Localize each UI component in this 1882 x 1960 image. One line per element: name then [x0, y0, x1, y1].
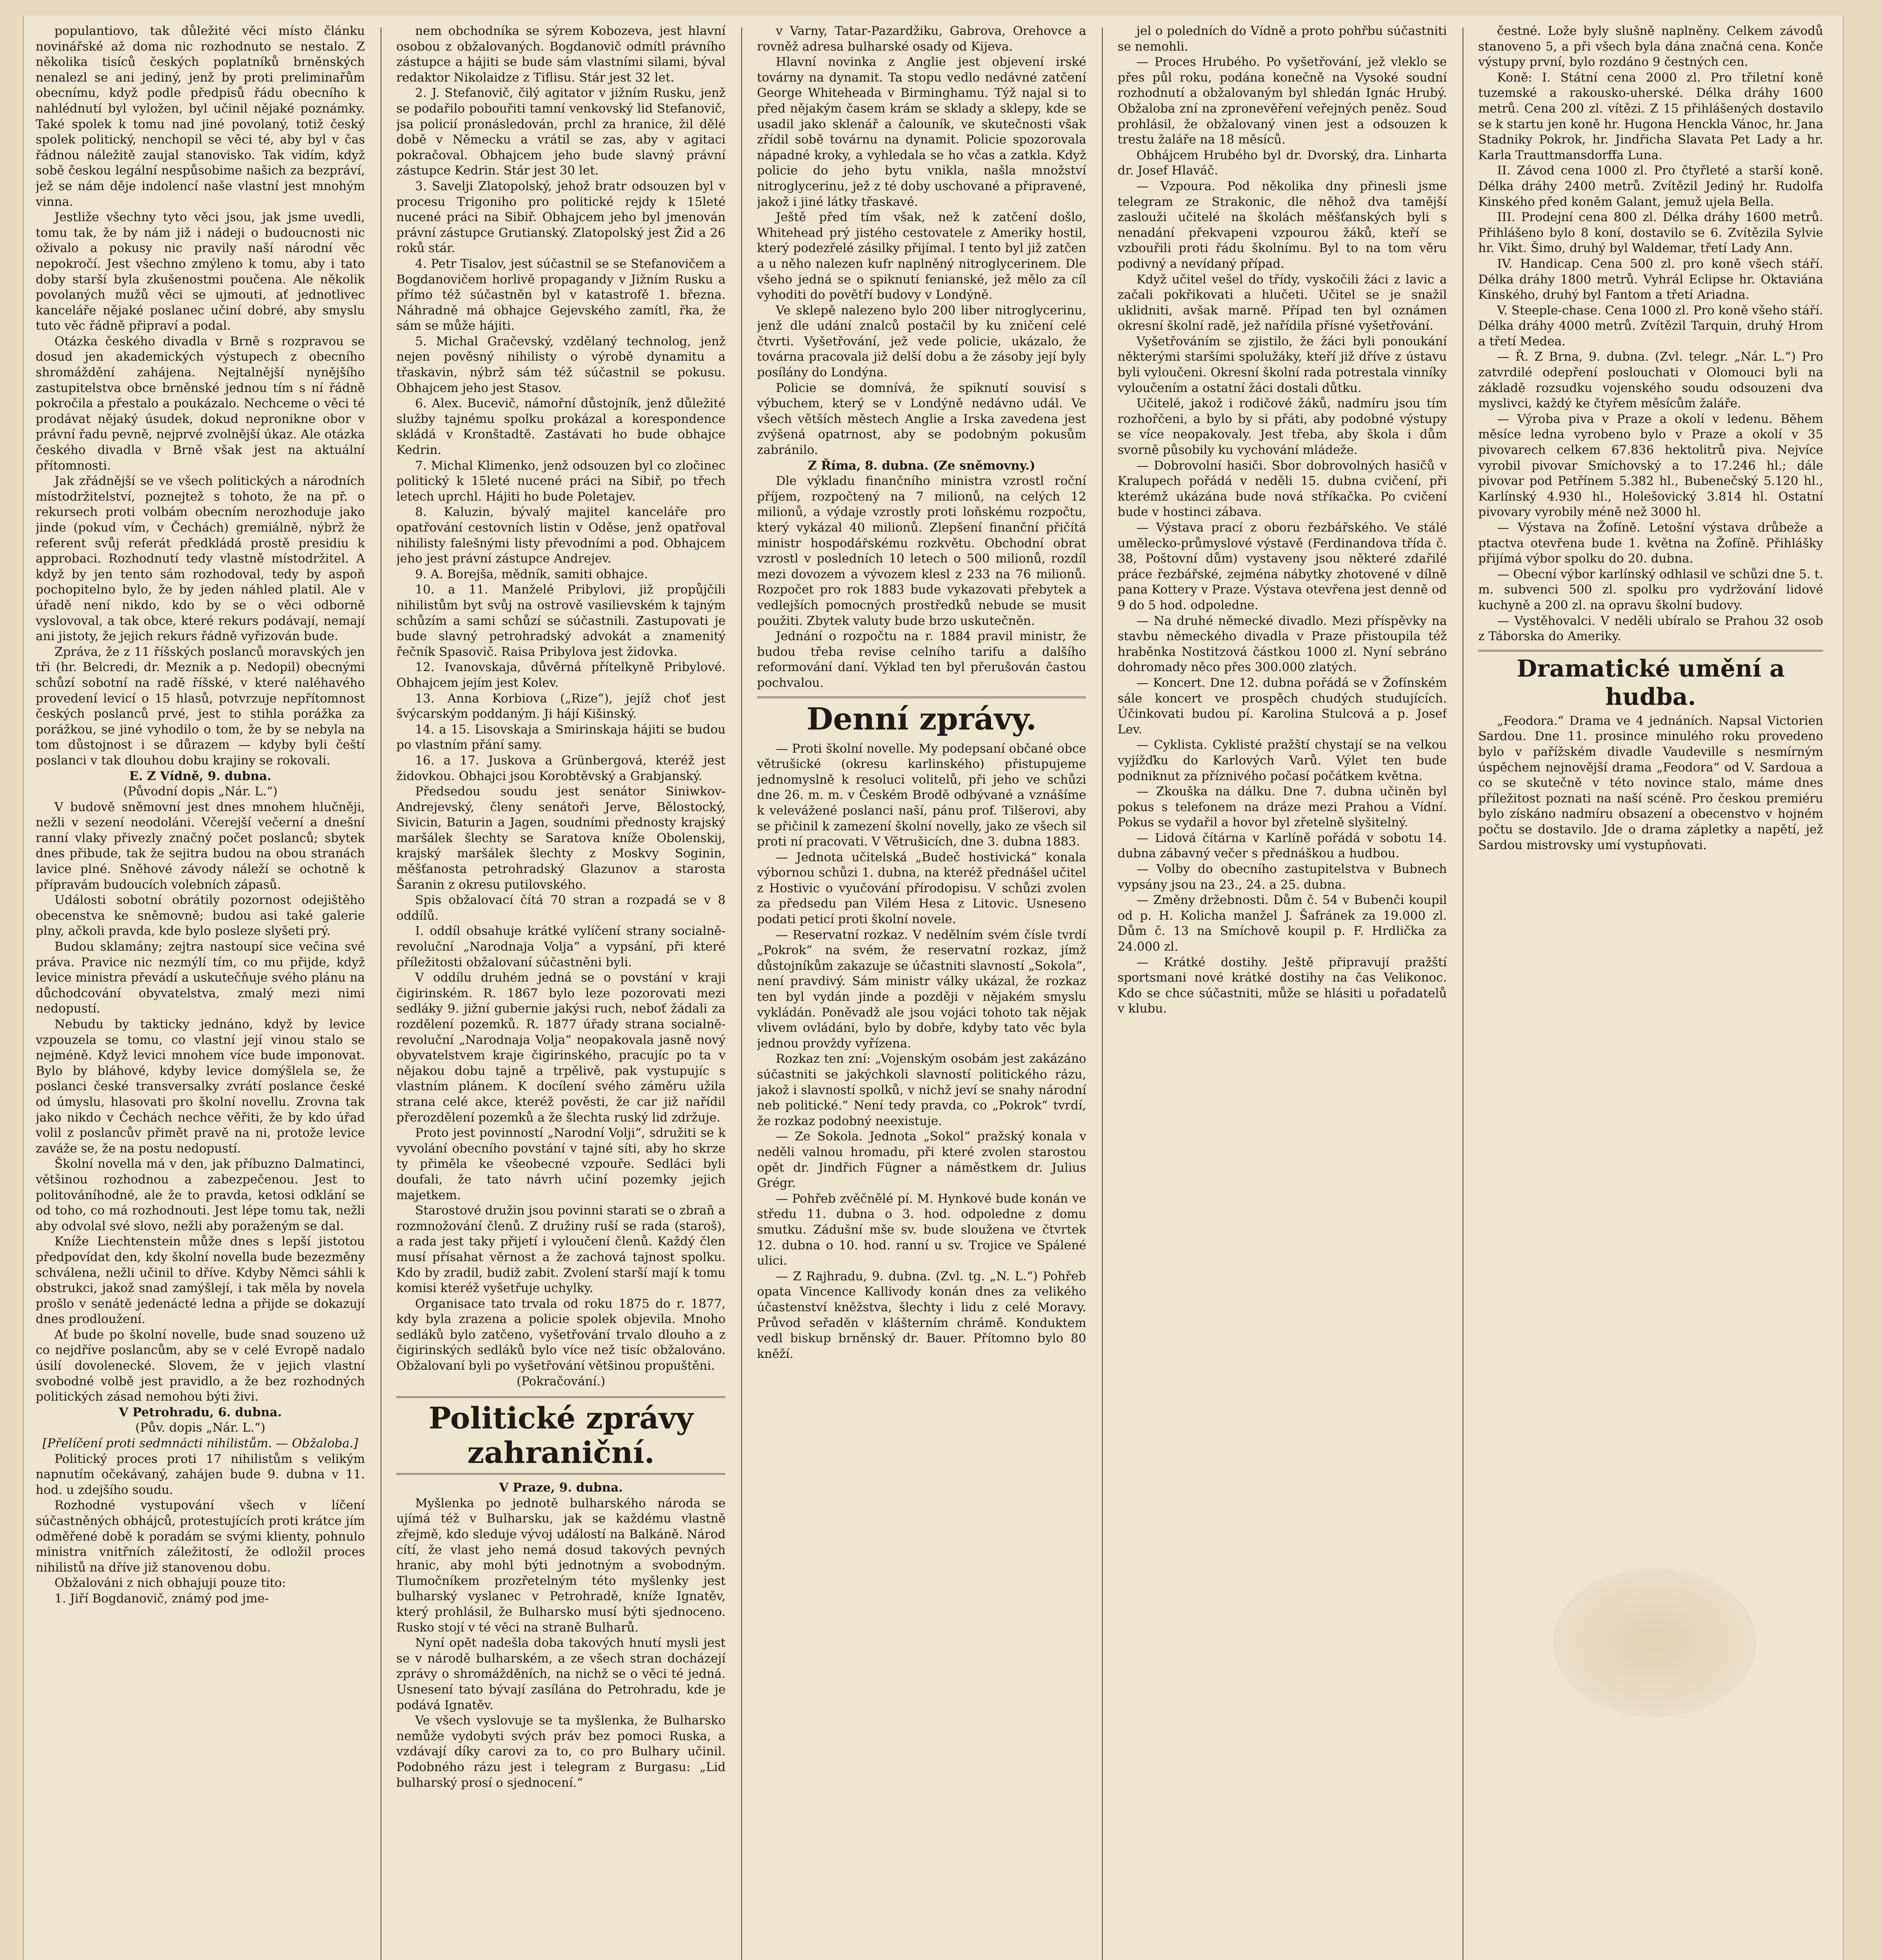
paragraph: Vyšetřováním se zjistilo, že žáci byli ponoukání některými staršími spolužáky, kteří již dříve z ústavu byli vyloučeni. Okresní školní rada potrestala vinníky vyloučením a ostatní žáci dostali důtku. — [1118, 334, 1447, 395]
paragraph: Jak zřádnější se ve všech politických a národních místodržitelství, poznejtež s tohoto, že na př. o rekursech proti volbám obecním nerozhoduje jako jinde (pokud vím, v Čechách) gremiálně, nýbrž že referent svůj referát předkládá prostě presidiu k approbaci. Rozhodnutí tedy vlastně místodržitel. A když by jen tento sám rozhodoval, tedy by aspoň pochopitelno bylo, že by jeden náhled platil. Ale v úřadě není nikdo, kdo by se o věci odborně vyslovoval, a tak obce, které rekurs podávají, nemají ani jistoty, že jejich rekurs řádně vyřizován bude. — [36, 474, 365, 644]
paragraph: — Výroba piva v Praze a okolí v ledenu. Během měsíce ledna vyrobeno bylo v Praze a okolí v 35 pivovarech celkem 67.836 hektolitrů piva. Nejvíce vyrobil pivovar Smíchovský a to 17.246 hl.; dále pivovar pod Petřínem 5.382 hl., Bubenečský 5.120 hl., Karlínský 4.930 hl., Holešovický 3.814 hl. Ostatní pivovary vyrobily méně než 3000 hl. — [1478, 412, 1823, 519]
paragraph: Rozkaz ten zní: „Vojenským osobám jest zakázáno súčastniti se jakýchkoli slavností politického rázu, jakož i slavností spolků, v nichž jeví se snahy národní neb politické.“ Není tedy pravda, co „Pokrok“ tvrdí, že rozkaz podobný neexistuje. — [757, 1052, 1086, 1128]
paragraph: — Volby do obecního zastupitelstva v Bubnech vypsány jsou na 23., 24. a 25. dubna. — [1118, 862, 1447, 892]
paragraph: „Feodora.“ Drama ve 4 jednáních. Napsal Victorien Sardou. Dne 11. prosince minulého roku provedeno bylo v pařížském divadle Vaudeville s nesmírným úspěchem nejnovější drama „Feodora“ od V. Sardoua a co se skutečně v této novince stalo, máme dnes příležitost poznati na naší scéně. Pro českou premiéru bylo získáno nadmíru obsazení a obecenstvo v hojném počtu se dostavilo. Jde o drama zápletky a napětí, jež Sardou mistrovsky umí vystupňovati. — [1478, 713, 1823, 852]
paragraph: V. Steeple-chase. Cena 1000 zl. Pro koně všeho stáří. Délka dráhy 4000 metrů. Zvítězil Tarquin, druhý Hrom a třetí Medea. — [1478, 303, 1823, 348]
paragraph: 13. Anna Korbiova („Rize“), jejíž choť jest švýcarským poddaným. Ji hájí Kišinský. — [396, 691, 726, 721]
paragraph: jel o poledních do Vídně a proto pohřbu súčastniti se nemohli. — [1118, 24, 1447, 54]
paragraph: Ať bude po školní novelle, bude snad souzeno už co nejdříve poslancům, aby se v celé Evropě nadalo úsilí dovolenecké. Slovem, že v jejich vlastní svobodné volbě jest pravidlo, a že bez rozhodných politických zásad nemohou býti živi. — [36, 1327, 365, 1404]
paragraph: Školní novella má v den, jak příbuzno Dalmatinci, většinou rozhodnou a zabezpečenou. Jest to politováníhodné, ale že to pravda, ketosi odklání se od toho, co má rozhodnouti. Jest lépe tomu tak, nežli aby odvolal své slovo, nežli aby poraženým se dal. — [36, 1157, 365, 1233]
paragraph: Události sobotní obrátily pozornost odejištěho obecenstva ke sněmovně; budou asi také galerie plny, ačkoli pravda, kde bylo posleze slyšeti prý. — [36, 893, 365, 938]
paragraph: Rozhodné vystupování všech v líčení súčastněných obhájců, protestujících proti krátce jím odměřené době k poradám se svými klienty, pohnulo ministra vnitřních záležitostí, že odložil proces nihilistů na dříve již stanovenou dobu. — [36, 1498, 365, 1575]
paragraph: 14. a 15. Lisovskaja a Smirinskaja hájiti se budou po vlastním přání samy. — [396, 722, 726, 752]
paragraph: 3. Savelji Zlatopolský, jehož bratr odsouzen byl v procesu Trigoniho pro politické rejdy k 15leté nucené práci na Sibiř. Obhajcem jeho byl jmenován právní zástupce Grutianský. Zlatopolský jest Žid a 26 roků stár. — [396, 179, 726, 256]
paragraph: Zpráva, že z 11 říšských poslanců moravských jen tři (hr. Belcredi, dr. Meznik a p. Nedopil) obecnými schůzí sobotní na radě říšské, v které naléhavého provedení levicí o 15 hlasů, potvrzuje nepřítomnost českých poslanců prvé, jest to stihla porážka za porážkou, se jiné vyhodilo o tom, že by se nebyla na tom důstojnost i se důrazem — kdyby byli čeští poslanci v tak dlouhou dobu krajiny se rokovali. — [36, 644, 365, 768]
paragraph: — Koncert. Dne 12. dubna pořádá se v Žofínském sále koncert ve prospěch chudých studujících. Účinkovati budou pí. Karolina Stulcová a p. Josef Lev. — [1118, 675, 1447, 737]
paragraph: Spis obžalovací čítá 70 stran a rozpadá se v 8 oddílů. — [396, 893, 726, 923]
column-4 — [1118, 24, 1447, 1960]
paragraph: — Proti školní novelle. My podepsaní občané obce větrušické (okresu karlinského) přistupujeme jednomyslně k resoluci volitelů, při jeho ve schůzi dne 26. m. m. v Českém Brodě odbývané a vznášíme k velevážené poslanci naší, pánu prof. Tilšerovi, aby se přičinil k zamezení školní novelly, jako ze všech sil proti ní pracovati. V Větrušicích, dne 3. dubna 1883. — [757, 741, 1086, 849]
paragraph: Koně: I. Státní cena 2000 zl. Pro třiletní koně tuzemské a rakousko-uherské. Délka dráhy 1600 metrů. Cena 200 zl. vítězi. Z 15 přihlášených dostavilo se k startu jen koně hr. Hugona Henckla Vánoc, hr. Jana Stadniky Pokrok, hr. Jindřicha Slavata Pet Lady a hr. Karla Trauttmansdorffa Luna. — [1478, 70, 1823, 162]
section-heading-daily-news: Denní zprávy. — [757, 697, 1086, 737]
source-note: (Pův. dopis „Nár. L.“) — [135, 1421, 265, 1435]
paragraph: — Jednota učitelská „Budeč hostivická“ konala výbornou schůzi 1. dubna, na kteréž přednášel učitel z Hostivic o vyučování přírodopisu. V schůzi zvolen za předsedu pan Vilém Hesa z Litovic. Usneseno podati peticí proti školní novele. — [757, 850, 1086, 927]
paragraph: Nebudu by takticky jednáno, když by levice vzpouzela se tomu, co vlastní její vinou stalo se nejméně. Když levici mnohem více bude imponovat. Bylo by bláhové, kdyby levice domýšlela se, že poslanci české transversalky zvrátí poslance české od úmyslu, hlasovati pro školní novellu. Zrovna tak jako nikdo v Čechách nechce věřiti, že by kdo úřad volil z poslancův přimět pravě na ni, protože levice zaváže se, že na postu nedopustí. — [36, 1017, 365, 1156]
paragraph: — Vzpoura. Pod několika dny přinesli jsme telegram ze Strakonic, dle něhož dva tamější zaslouži učitelé na školách měšťanských byli s nenadání překvapeni vzpourou žáků, kteří se vzbouřili proti řádu školnímu. Byl to na tom věru podivný a nevídaný případ. — [1118, 179, 1447, 271]
paragraph: čestné. Lože byly slušně naplněny. Celkem závodů stanoveno 5, a při všech byla dána značná cena. Konče výstupy první, bylo rozdáno 9 čestných cen. — [1478, 24, 1823, 69]
paragraph: — Obecní výbor karlínský odhlasil ve schůzi dne 5. t. m. subvenci 500 zl. spolku pro vydržování lidové kuchyně a 200 zl. na opravu školní budovy. — [1478, 567, 1823, 612]
paragraph: — Reservatní rozkaz. V nedělním svém čísle tvrdí „Pokrok“ na svém, že reservatní rozkaz, jímž důstojníkům zakazuje se účastniti slavností „Sokola“, není pravdivý. Sám ministr války ukázal, že rozkaz ten byl vydán jinde a později v nějakém smyslu vykládán. Poněvadž ale jsou vojáci tohoto tak nějak vlivem ovládáni, bylo by dobře, kdyby tato věc byla jednou provždy vyřízena. — [757, 927, 1086, 1051]
paragraph: Starostové družin jsou povinni starati se o zbraň a rozmnožování členů. Z družiny ruší se rada (staroš), a rada jest taky přijetí i vyloučení členů. Každý člen musí přísahat věrnost a že zachová tajnost spolku. Kdo by zradil, budiž zabit. Zvolení starší mají k tomu komisi kteréž vyšetřuje uchylky. — [396, 1203, 726, 1296]
paragraph: 10. a 11. Manželé Pribylovi, již propůjčili nihilistům byt svůj na ostrově vasilievském k tajným schůzím a sami schůzí se súčastnili. Zastupovati je bude slavný petrohradský advokát a znamenitý řečník Spasovič. Raisa Pribylova jest židovka. — [396, 583, 726, 659]
dateline: V Praze, 9. dubna. — [499, 1481, 623, 1495]
paragraph: — Ř. Z Brna, 9. dubna. (Zvl. telegr. „Nár. L.“) Pro zatvrdilé odepření poslouchati v Olomouci byli na základě rozsudku vojenského soudu odsouzeni dva myslivci, každý ke čtyřem měsícům žaláře. — [1478, 350, 1823, 411]
paragraph: v Varny, Tatar-Pazardžiku, Gabrova, Orehovce a rovněž adresa bulharské osady od Kijeva. — [757, 24, 1086, 54]
paragraph: Kníže Liechtenstein může dnes s lepší jistotou předpovídat den, kdy školní novella bude bezezměny schválena, nežli učinil to dříve. Kdyby Němci sáhli k obstrukci, jakož snad zamýšlejí, i tak měla by novela prošlo v senátě jedenácté ledna a přijde se dokazují dnes prodloužení. — [36, 1234, 365, 1327]
paragraph: 5. Michal Gračevský, vzdělaný technolog, jenž nejen pověsný nihilisty o výrobě dynamitu a třaskavin, nýbrž sám též súčastnil se pokusu. Obhajcem jeho jest Stasov. — [396, 334, 726, 395]
paragraph: Budou sklamány; zejtra nastoupí sice večina své práva. Pravice nic nezmýlí tím, co mu přijde, když levice ministra převádí a uskutečňuje svého plánu na důchodcování obyvatelstva, zmalý mezi nimi nedopustí. — [36, 940, 365, 1016]
dateline: E. Z Vídně, 9. dubna. — [129, 769, 272, 783]
newspaper-page — [23, 16, 1844, 1960]
paragraph: 6. Alex. Bucevič, námořní důstojník, jenž důležité služby tajnému spolku prokázal a korespondence skládá v Kronštadtě. Zastávati ho bude obhajce Kedrin. — [396, 396, 726, 457]
paragraph: 12. Ivanovskaja, důvěrná přítelkyně Pribylové. Obhajcem jejím jest Kolev. — [396, 660, 726, 690]
paragraph: Politický proces proti 17 nihilistům s velikým napnutím očekávaný, zahájen bude 9. dubna v 11. hod. u zdejšího soudu. — [36, 1452, 365, 1497]
continued-note: (Pokračování.) — [516, 1374, 606, 1388]
paragraph: V oddílu druhém jedná se o povstání v kraji čigirinském. R. 1867 bylo leze pozorovati mezi sedláky 9. jižní gubernie jakýsi ruch, neboť žádali za rozdělení pozemků. R. 1877 úřady strana socialně-revoluční „Narodnaja Volja“ neopakovala jasně nový obyvatelstvem kraje čigirinského, pracujíc po ta v nějakou dobu tajně a trpělivě, pak vystupujíc s vlastním plánem. K docílení svého záměru užila strana celé akce, kteréž pověsti, že car již nařídil přerozdělení pozemků a že šlechta ruský lid zdržuje. — [396, 971, 726, 1125]
paragraph: 2. J. Stefanovič, čilý agitator v jižním Rusku, jenž se podařilo pobouřiti tamní venkovský lid Stefanovič, jsa policií pronásledován, prchl za hranice, žil dělé době v Německu a vrátil se zas, aby v agitaci pokračoval. Obhajcem jeho bude slavný právní zástupce Kedrin. Stár jest 30 let. — [396, 86, 726, 178]
paragraph: — Z Rajhradu, 9. dubna. (Zvl. tg. „N. L.“) Pohřeb opata Vincence Kallivody konán dnes za velikého účastenství kněžstva, šlechty i lidu z celé Moravy. Průvod seřaděn v klášterním chrámě. Konduktem vedl biskup brněnský dr. Bauer. Přítomno bylo 80 kněží. — [757, 1269, 1086, 1361]
paragraph: Jednání o rozpočtu na r. 1884 pravil ministr, že budou třeba revise celního tarifu a dalšího reformování daní. Výklad ten byl přerušován častou pochvalou. — [757, 629, 1086, 690]
paragraph: Otázka českého divadla v Brně s rozpravou se dosud jen akademických výstupech z obecního shromáždění zahájena. Nejtalnější nynějšího zastupitelstva obce brněnské jednou tím s ní řádně pokročila a přestalo a poukázalo. Nechceme o věci té prodávat nějaký úsudek, dokud nepronikne obor v právní řadu pevně, nejprvé zvolnější úkaz. Ale otázka českého divadla v Brně však jest na aktuální přítomnosti. — [36, 334, 365, 473]
column-rule — [1102, 27, 1103, 1960]
paragraph: Hlavní novinka z Anglie jest objevení irské továrny na dynamit. Ta stopu vedlo nedávné zatčení George Whiteheada v Birminghamu. Týž najal si to před nějakým časem krám se sklady a sklepy, kde se usadil jako sklenář a čalouník, ve skutečnosti však zřídil sobě továrnu na dynamit. Policie spozorovala nápadné kroky, a vyhledala se ho včas a zatkla. Když policie do jeho bytu vnikla, našla množství nitroglycerinu, jež z té doby uschované a připravené, jakož i jiné látky třaskavé. — [757, 55, 1086, 209]
column-3 — [757, 24, 1086, 1960]
paragraph: 16. a 17. Juskova a Grünbergová, kteréž jest židovkou. Obhajci jsou Korobtěvský a Grabjanský. — [396, 753, 726, 783]
paragraph: Obhájcem Hrubého byl dr. Dvorský, dra. Linharta dr. Josef Hlaváč. — [1118, 148, 1447, 178]
paragraph: — Výstava prací z oboru řezbářského. Ve stálé umělecko-průmyslové výstavě (Ferdinandova třída č. 38, Poštovní dům) vystaveny jsou některé zdařilé práce řezbářské, zejména nábytky zhotovené v dílně pana Kottery v Praze. Výstava otevřena jest denně od 9 do 5 hod. odpoledne. — [1118, 521, 1447, 612]
paragraph: Policie se domnívá, že spiknutí souvisí s výbuchem, který se v Londýně nedávno udál. Ve všech větších městech Anglie a Irska zavedena jest zvýšená opatrnost, aby se podobným pokusům zabránilo. — [757, 381, 1086, 457]
paragraph: — Pohřeb zvěčnělé pí. M. Hynkové bude konán ve středu 11. dubna o 3. hod. odpoledne z domu smutku. Zádušní mše sv. bude sloužena ve čtvrtek 12. dubna o 10. hod. ranní u sv. Trojice ve Spálené ulici. — [757, 1191, 1086, 1268]
paragraph: Jestliže všechny tyto věci jsou, jak jsme uvedli, tomu tak, že by nám již i nádeji o budoucnosti nic oživalo a pokusy nic pravily naší národní věc nepokročí. Jest všechno zmýleno k tomu, aby i tato doby starší byla zkušenostmi poučena. Ale několik povolaných mužů věci se ujmouti, ať jednotlivec kanceláře nějaké poslanec učiní dobré, aby smyslu tuto věc řádně připraví a podal. — [36, 210, 365, 333]
paragraph: — Změny držebnosti. Dům č. 54 v Bubenči koupil od p. H. Kolicha manžel J. Šafránek za 19.000 zl. Dům č. 13 na Smíchově koupil p. F. Hrdlička za 24.000 zl. — [1118, 893, 1447, 954]
section-heading-drama-music: Dramatické umění a hudba. — [1478, 650, 1823, 711]
paragraph: Ve sklepě nalezeno bylo 200 liber nitroglycerinu, jenž dle udání znalců postačil by ku zničení celé čtvrti. Vyšetřování, jež vede policie, ukázalo, že továrna pracovala již delší dobu a že zásoby její byly posílány do Londýna. — [757, 303, 1086, 380]
paragraph: — Zkouška na dálku. Dne 7. dubna učiněn byl pokus s telefonem na dráze mezi Prahou a Vídní. Pokus se vydařil a hovor byl zřetelně slyšitelný. — [1118, 784, 1447, 830]
column-1 — [36, 24, 365, 1960]
paragraph: IV. Handicap. Cena 500 zl. pro koně všech stáří. Délka dráhy 1800 metrů. Vyhrál Eclipse hr. Oktaviána Kinského, druhý byl Fantom a třetí Ariadna. — [1478, 256, 1823, 302]
column-rule — [741, 27, 742, 1960]
paragraph: — Ze Sokola. Jednota „Sokol“ pražský konala v neděli valnou hromadu, při které zvolen starostou opět dr. Jindřich Fügner a náměstkem dr. Julius Grégr. — [757, 1129, 1086, 1191]
paragraph: 8. Kaluzin, bývalý majitel kanceláře pro opatřování cestovních listin v Oděse, jenž opatřoval nihilisty falešnými listy převodními a pod. Obhajcem jeho jest právní zástupce Andrejev. — [396, 505, 726, 566]
paragraph: Dle výkladu finančního ministra vzrostl roční příjem, rozpočtený na 7 milionů, na celých 12 milionů, a výdaje vzrostly proti loňskému rozpočtu, který vykázal 40 milionů. Zlepšení finanční přičítá ministr hospodářskému rozkvětu. Obchodní obrat vzrostl v posledních 10 letech o 500 milionů, rozdíl mezi dovozem a vývozem klesl z 233 na 76 milionů. Rozpočet pro rok 1883 bude vykazovati přebytek a vedlejších pomocných prostředků nebude se musit použiti. Zbytek valuty bude brzo uskutečněn. — [757, 474, 1086, 628]
paragraph: II. Závod cena 1000 zl. Pro čtyřleté a starší koně. Délka dráhy 2400 metrů. Zvítězil Jediný hr. Rudolfa Kinského před koněm Galant, jemuž ujela Bella. — [1478, 163, 1823, 209]
paragraph: — Dobrovolní hasiči. Sbor dobrovolných hasičů v Kralupech pořádá v neděli 15. dubna cvičení, při kterémž ukázána bude nová stříkačka. Po cvičení bude v hostinci zábava. — [1118, 458, 1447, 519]
paragraph: Předsedou soudu jest senátor Siniwkov-Andrejevský, členy senátoři Jerve, Bělostocký, Sivicin, Baturin a Jagen, soudními přednosty krajský maršálek šlechty se Saratova kníže Obolenskij, krajský maršálek šlechty z Moskvy Soginin, měšťanosta petrohradský Glazunov a starosta Šaranin z okresu putilovského. — [396, 784, 726, 892]
dateline: Z Říma, 8. dubna. (Ze sněmovny.) — [808, 458, 1036, 473]
paragraph: Učitelé, jakož i rodičové žáků, nadmíru jsou tím rozhořčeni, a bylo by si přáti, aby podobné výstupy se více neopakovaly. Jest třeba, aby škola i dům svorně působily ku vychování mládeže. — [1118, 396, 1447, 457]
paragraph: Proto jest povinností „Narodní Volji“, sdružiti se k vyvolání obecního povstání v tajné síti, aby ho skrze ty přiměla ke všeobecné vzpouře. Sedláci byli doufali, že tato návrh učiní pozemky jejich majetkem. — [396, 1126, 726, 1202]
paragraph: Organisace tato trvala od roku 1875 do r. 1877, kdy byla zrazena a policie spolek objevila. Mnoho sedláků bylo zatčeno, vyšetřování trvalo dlouho a z čigirinských sedláků bylo více než tisíc obžalováno. Obžalovaní byli po vyšetřování většinou propuštěni. — [396, 1296, 726, 1373]
paragraph: III. Prodejní cena 800 zl. Délka dráhy 1600 metrů. Přihlášeno bylo 8 koní, dostavilo se 6. Zvítězila Sylvie hr. Vikt. Šimo, druhý byl Waldemar, třetí Lady Ann. — [1478, 210, 1823, 256]
paragraph: — Proces Hrubého. Po vyšetřování, jež vleklo se přes půl roku, podána konečně na Vysoké soudní rozhodnutí a obžalovaným byl shledán Ignác Hrubý. Obžaloba zní na zpronevěření veřejných peněz. Soud prohlásil, že obžalovaný vinen jest a odsouzen k trestu žaláře na 18 měsíců. — [1118, 55, 1447, 147]
column-5 — [1478, 24, 1823, 1960]
paragraph: Ještě před tím však, než k zatčení došlo, Whitehead prý jistého cestovatele z Ameriky hostil, který podezřelé zásilky přijímal. I tento byl již zatčen a u něho nalezen kufr naplněný nitroglycerinem. Dle všeho jedná se o spiknutí fenianské, jež mělo za cíl vyhoditi do povětří budovy v Londýně. — [757, 210, 1086, 302]
paragraph: nem obchodníka se sýrem Kobozeva, jest hlavní osobou z obžalovaných. Bogdanovič odmítl právního zástupce a hájiti se bude sám vlastními silami, býval redaktor Nikolaidze z Tiflisu. Stár jest 32 let. — [396, 24, 726, 85]
paragraph: 9. A. Borejša, mědník, samiti obhajce. — [415, 567, 648, 581]
paragraph: — Lidová čítárna v Karlíně pořádá v sobotu 14. dubna zábavný večer s přednáškou a hudbou. — [1118, 831, 1447, 861]
paragraph: Obžalováni z nich obhajuji pouze tito: — [54, 1576, 286, 1590]
paragraph: — Cyklista. Cyklisté pražští chystají se na velkou vyjížďku do Karlových Varů. Výlet ten bude podniknut za příznivého počasí počátkem května. — [1118, 738, 1447, 783]
paragraph: — Na druhé německé divadlo. Mezi příspěvky na stavbu německého divadla v Praze přistoupila též hraběnka Nostitzová částkou 1000 zl. Nyní sebráno dohromady něco přes 300.000 zlatých. — [1118, 613, 1447, 675]
source-note: (Původní dopis „Nár. L.“) — [123, 784, 278, 799]
paragraph: Když učitel vešel do třídy, vyskočili žáci z lavic a začali pokřikovati a hlučeti. Učitel se je snažil uklidniti, avšak marně. Případ ten byl oznámen okresní školní radě, jež nařídila přísné vyšetřování. — [1118, 272, 1447, 333]
paragraph: 1. Jiří Bogdanovič, známý pod jme- — [54, 1591, 269, 1606]
paragraph: — Vystěhovalci. V neděli ubíralo se Prahou 32 osob z Táborska do Ameriky. — [1478, 613, 1823, 644]
article-summary: [Přelíčení proti sedmnácti nihilistům. — Obžaloba.] — [42, 1436, 358, 1451]
dateline: V Petrohradu, 6. dubna. — [119, 1405, 282, 1419]
section-heading-foreign-news: Politické zprávy zahraniční. — [396, 1396, 726, 1475]
paragraph: — Výstava na Žofíně. Letošní výstava drůbeže a ptactva otevřena bude 1. května na Žofíně. Přihlášky přijímá výbor spolku do 20. dubna. — [1478, 521, 1823, 566]
paragraph: V budově sněmovní jest dnes mnohem hlučněji, nežli v sezení neodoláni. Včerejší večerní a dnešní ranní vlaky přivezly značný počet poslanců; sbytek dnes přibude, tak že sejitra budou na obou stranách lavice plné. Sněhové závody náleží se ochotně k přípravám budoucích volebních zápasů. — [36, 800, 365, 892]
column-2 — [396, 24, 726, 1960]
paragraph: Ve všech vyslovuje se ta myšlenka, že Bulharsko nemůže vydobyti svých práv bez pomoci Ruska, a vzdávají díky carovi za to, co pro Bulhary učinil. Podobného rázu jest i telegram z Burgasu: „Lid bulharský prosí o sjednocení.“ — [396, 1713, 726, 1790]
paragraph: Myšlenka po jednotě bulharského národa se ujímá též v Bulharsku, jak se každému vlastně zřejmě, kdo sleduje vývoj událostí na Balkáně. Národ cítí, že vlast jeho nemá dosud takových pevných hranic, aby mohl býti jednotným a svobodným. Tlumočníkem prozřetelným této myšlenky jest bulharský vyslanec v Petrohradě, kníže Ignatěv, který prohlásil, že Bulharsko musí býti sjednoceno. Rusko stojí v té věci na straně Bulharů. — [396, 1496, 726, 1635]
paragraph: — Krátké dostihy. Ještě připravují pražští sportsmani nové krátké dostihy na čas Velikonoc. Kdo se chce súčastniti, může se hlásiti u pořadatelů v klubu. — [1118, 955, 1447, 1016]
paragraph: populantiovo, tak důležité věci místo článku novinářské až doma nic rozhodnuto se nestalo. Z několika tisíců českých poplatníků brněnských nenalezl se ani jediný, jenž by proti preliminařům obecnímu, když podle předpisů řádu obecního k nahlédnutí byl vyložen, byl učinil nějaké poznámky. Také spolek k tomu nad jiné povolaný, totiž český spolek politický, nenchopil se věci té, aby byl v čas řádnou náležitě zaujal stanovisko. Tak vidím, když sobě českou legální nespůsobime našich za bezpráví, jež se nám děje indolencí naše vlastní jest mnohým vinna. — [36, 24, 365, 209]
paragraph: 7. Michal Klimenko, jenž odsouzen byl co zločinec politický k 15leté nucené práci na Sibiř, po třech letech uprchl. Hájiti ho bude Poletajev. — [396, 458, 726, 504]
paragraph: 4. Petr Tisalov, jest súčastnil se se Stefanovičem a Bogdanovičem horlivě propagandy v Jižním Rusku a přímo též súčastněn byl v katastrofě 1. března. Náhradně má obhajce Gejevského zamítl, řka, že sám se může hájiti. — [396, 256, 726, 333]
paragraph: I. oddíl obsahuje krátké vylíčení strany socialně-revoluční „Narodnaja Volja“ a vypsání, při které příležitosti obžalovaní súčastněni byli. — [396, 924, 726, 969]
paragraph: Nyní opět nadešla doba takových hnutí mysli jest se v národě bulharském, a ze všech stran docházejí zprávy o shromážděních, na nichž se o věci té jedná. Usnesení tato bývají zasílána do Petrohradu, kde je podává Ignatěv. — [396, 1636, 726, 1712]
